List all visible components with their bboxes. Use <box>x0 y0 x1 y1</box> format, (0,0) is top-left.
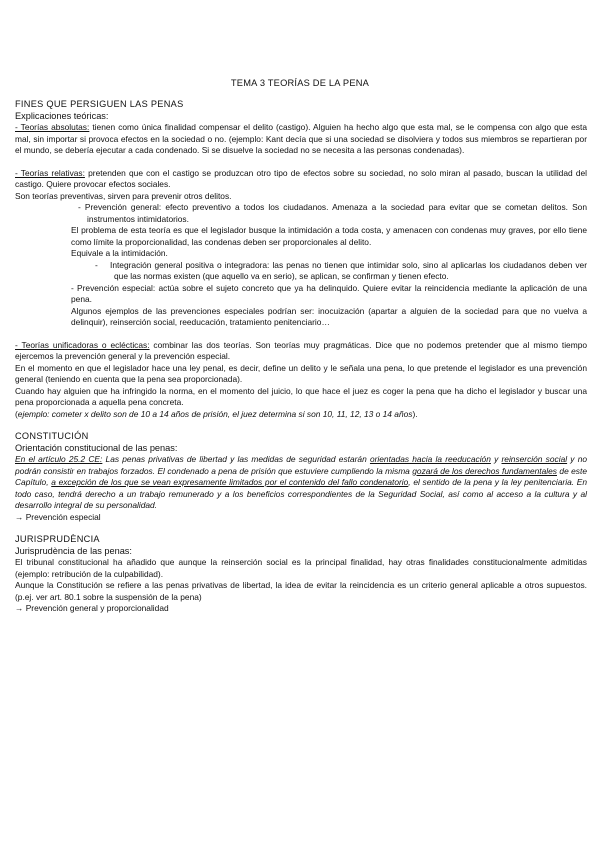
paragraph-teorias-absolutas <box>15 122 587 157</box>
paragraph-ejemplos-prevencion-especial: Algunos ejemplos de las prevenciones especiales podrían ser: inocuización (apartar a alguien de la sociedad para que no vuelva a delinquir), reinserción social, reeducación, tratamiento penitenciario… <box>71 305 587 327</box>
paragraph-cuando-juicio: Cuando hay alguien que ha infringido la norma, en el momento del juicio, lo que hace el juez es coger la pena que ha dicho el legislador y buscar una pena proporcionada a aquella pena concreta. <box>15 385 587 407</box>
bullet-integracion-general <box>95 259 587 283</box>
paragraph-momento-legislador: En el momento en que el legislador hace una ley penal, es decir, define un delito y le señala una pena, lo que pretende el legislador es una prevención general (teniendo en cuenta que la pena sea proporcionada). <box>15 362 587 384</box>
paragraph-teorias-relativas <box>15 168 587 191</box>
paragraph-tribunal-constitucional: El tribunal constitucional ha añadido que aunque la reinserción social es la principal finalidad, hay otras finalidades constitucionalmente admitidas (ejemplo: retribución de la culpabilidad). <box>15 557 587 579</box>
document-title: TEMA 3 TEORÍAS DE LA PENA <box>230 78 370 88</box>
spacer <box>15 420 587 430</box>
term-teorias-absolutas: - Teorías absolutas: <box>15 122 90 132</box>
subheading-explicaciones: Explicaciones teóricas: <box>15 111 109 121</box>
paragraph-prevencion-especial: - Prevención especial: actúa sobre el sujeto concreto que ya ha delinquido. Quiere evitar la reincidencia mediante la aplicación de una pena. <box>71 282 587 304</box>
text-integracion-general: Integración general positiva o integradora: las penas no tienen que intimidar solo, sino al aplicarlas los ciudadanos deben ver que las normas existen (que aquello va en serio), se aplican, se confirman y tienen efecto. <box>110 259 587 281</box>
term-teorias-relativas: - Teorías relativas: <box>15 167 85 178</box>
paragraph-ejemplo-condena: (ejemplo: cometer x delito son de 10 a 14 años de prisión, el juez determina si son 10, 11, 12, 13 o 14 años). <box>15 408 418 419</box>
paragraph-prevencion-general: - Prevención general: efecto preventivo a todos los ciudadanos. Amenaza a la sociedad para evitar que se cometan delitos. Son instrumentos intimidatorios. <box>78 202 587 224</box>
document-body <box>15 98 587 615</box>
subheading-jurisprudencia: Jurisprudència de las penas: <box>15 546 132 556</box>
section-heading-constitucion: CONSTITUCIÓN <box>15 431 89 441</box>
paragraph-teorias-preventivas: Son teorías preventivas, sirven para prevenir otros delitos. <box>15 190 232 201</box>
text-teorias-unificadoras: combinar las dos teorías. Son teorías muy pragmáticas. Dice que no podemos pretender que al mismo tiempo ejercemos la prevención general y la prevención especial. <box>15 339 588 361</box>
section-heading-fines: FINES QUE PERSIGUEN LAS PENAS <box>15 99 184 109</box>
conclusion-prevencion-general: → Prevención general y proporcionalidad <box>15 603 169 613</box>
text-teorias-absolutas: tienen como única finalidad compensar el delito (castigo). Alguien ha hecho algo que esta mal, se le compensa con algo que esta mal, sin importar si provoca efectos en la sociedad o no. (ejemplo: Kant decía que si una sociedad se disolviera y todos sus miembros se repartieran por el mundo, se debería ejecutar a cada condenado. Si se disuelve la sociedad no se necesita a las personas condenadas). <box>15 122 587 155</box>
section-heading-jurisprudencia: JURISPRUDÈNCIA <box>15 534 100 544</box>
paragraph-constitucion-penas: Aunque la Constitución se refiere a las penas privativas de libertad, la idea de evitar la reincidencia es un criterio general aplicable a otros supuestos. (p.ej. ver art. 80.1 sobre la suspensión de la pena) <box>15 580 587 602</box>
spacer <box>15 157 587 168</box>
subheading-orientacion: Orientación constitucional de las penas: <box>15 443 178 453</box>
bullet-mark: - <box>95 259 98 270</box>
spacer <box>15 523 587 533</box>
text-teorias-relativas: pretenden que con el castigo se produzcan otro tipo de efectos sobre su sociedad, no solo miran al pasado, buscan la utilidad del castigo. Quiere provocar efectos sociales. <box>15 167 587 189</box>
text-ejemplo-condena: ejemplo: cometer x delito son de 10 a 14 años de prisión, el juez determina si son 10, 11, 12, 13 o 14 años <box>17 408 413 419</box>
term-teorias-unificadoras: - Teorías unificadoras o eclécticas: <box>15 339 150 350</box>
spacer <box>15 329 587 340</box>
conclusion-prevencion-especial: → Prevención especial <box>15 511 101 522</box>
paragraph-equivale-intimidacion: Equivale a la intimidación. <box>71 248 168 258</box>
paragraph-articulo-25-2: En el artículo 25.2 CE: Las penas privativas de libertad y las medidas de seguridad estarán orientadas hacia la reeducación y reinserción social y no podrán consistir en trabajos forzados. El condenado a pena de prisión que estuviere cumpliendo la misma gozará de los derechos fundamentales de este Capítulo, a excepción de los que se vean expresamente limitados por el contenido del fallo condenatorio, el sentido de la pena y la ley penitenciaria. En todo caso, tendrá derecho a un trabajo remunerado y a los beneficios correspondientes de la Seguridad Social, así como al acceso a la cultura y al desarrollo integral de su personalidad. <box>15 454 588 510</box>
paragraph-problema-teoria: El problema de esta teoría es que el legislador busque la intimidación a toda costa, y amenacen con condenas muy graves, por ello tiene como límite la proporcionalidad, las condenas deben ser proporcionales al delito. <box>71 225 587 247</box>
paragraph-teorias-unificadoras <box>15 340 587 363</box>
